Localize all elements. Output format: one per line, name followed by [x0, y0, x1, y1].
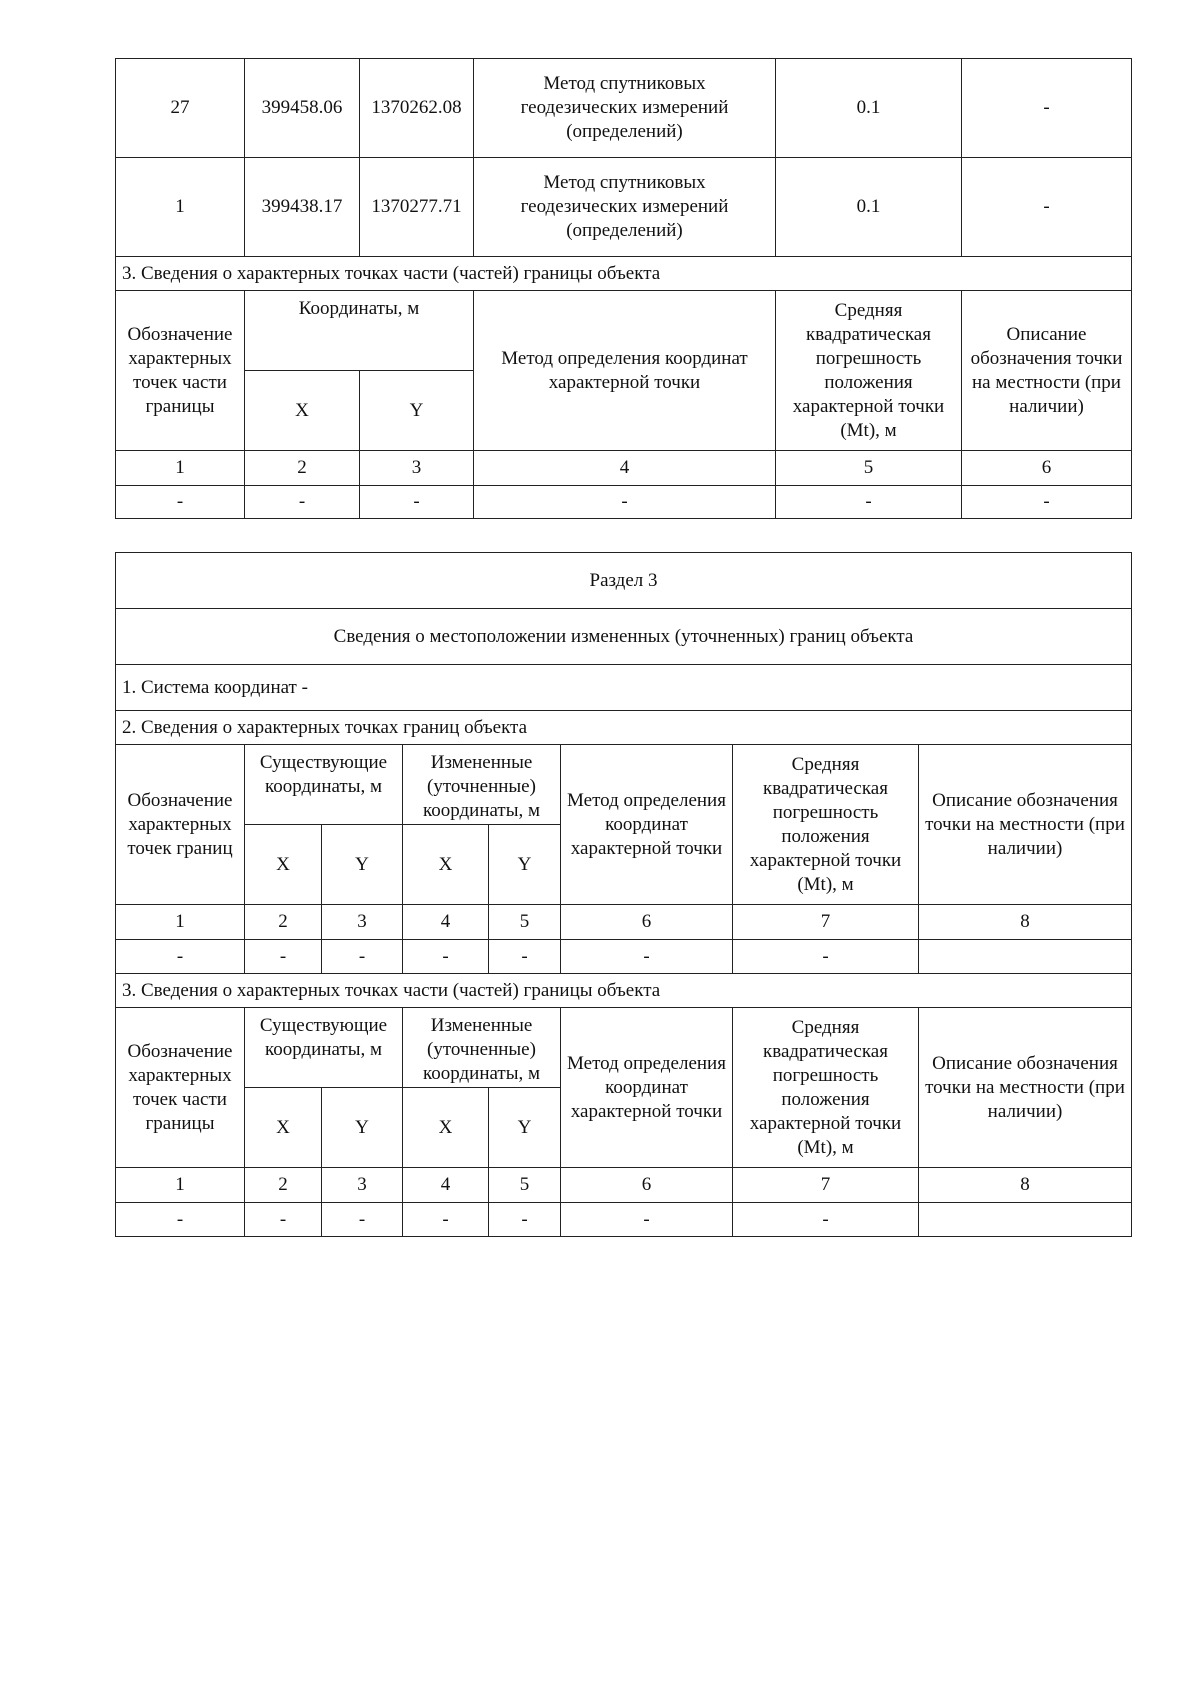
changed-coords-header: Измененные (уточненные) координаты, м [403, 745, 561, 825]
y-header: Y [360, 371, 474, 451]
y-header: Y [489, 1088, 561, 1168]
coord-y: 1370277.71 [360, 158, 474, 257]
method-cell [474, 59, 776, 158]
table-row [116, 940, 1132, 974]
column-number: 3 [360, 451, 474, 486]
designation-header: Обозначение характерных точек границ [116, 745, 245, 905]
table-cell: - [474, 486, 776, 519]
x-header: X [403, 1088, 489, 1168]
method-line: геодезических измерений [520, 196, 729, 217]
table-cell: - [489, 1203, 561, 1237]
point-number: 27 [116, 59, 245, 158]
boundary-points-table [115, 58, 1132, 519]
designation-header: Обозначение характерных точек части границы [116, 1008, 245, 1168]
part3-title: 3. Сведения о характерных точках части (частей) границы объекта [116, 257, 1132, 291]
description-header: Описание обозначения точки на местности (при наличии) [962, 291, 1132, 451]
column-number: 2 [245, 451, 360, 486]
column-numbers-row [116, 905, 1132, 940]
column-number: 4 [474, 451, 776, 486]
description-header: Описание обозначения точки на местности (при наличии) [919, 745, 1132, 905]
point-number: 1 [116, 158, 245, 257]
coord-x: 399438.17 [245, 158, 360, 257]
column-number: 6 [561, 905, 733, 940]
table-cell: - [733, 1203, 919, 1237]
column-number: 5 [489, 1168, 561, 1203]
table-row [116, 158, 1132, 257]
column-number: 2 [245, 905, 322, 940]
method-line: (определений) [566, 121, 683, 142]
y-header: Y [489, 825, 561, 905]
mt-value: 0.1 [776, 59, 962, 158]
column-number: 4 [403, 905, 489, 940]
table-cell: - [322, 1203, 403, 1237]
table-cell: - [116, 486, 245, 519]
mt-value: 0.1 [776, 158, 962, 257]
column-number: 3 [322, 905, 403, 940]
column-numbers-row [116, 1168, 1132, 1203]
column-number: 2 [245, 1168, 322, 1203]
table-cell [919, 1203, 1132, 1237]
part2-title: 2. Сведения о характерных точках границ объекта [116, 711, 1132, 745]
column-number: 6 [962, 451, 1132, 486]
x-header: X [245, 825, 322, 905]
table-cell: - [116, 1203, 245, 1237]
y-header: Y [322, 1088, 403, 1168]
coordinate-system: 1. Система координат - [116, 665, 1132, 711]
column-number: 7 [733, 905, 919, 940]
table-cell: - [116, 940, 245, 974]
column-number: 8 [919, 905, 1132, 940]
method-cell [474, 158, 776, 257]
coord-y: 1370262.08 [360, 59, 474, 158]
table-cell: - [561, 940, 733, 974]
column-number: 8 [919, 1168, 1132, 1203]
method-line: геодезических измерений [520, 97, 729, 118]
mt-header: Средняя квадратическая погрешность положения характерной точки (Mt), м [733, 745, 919, 905]
method-line: Метод спутниковых [543, 172, 706, 193]
x-header: X [245, 1088, 322, 1168]
description-value: - [962, 158, 1132, 257]
column-number: 1 [116, 905, 245, 940]
table-cell: - [403, 940, 489, 974]
table-row [116, 59, 1132, 158]
table-cell: - [322, 940, 403, 974]
table-cell: - [561, 1203, 733, 1237]
method-line: (определений) [566, 220, 683, 241]
designation-header: Обозначение характерных точек части границы [116, 291, 245, 451]
column-number: 5 [489, 905, 561, 940]
column-number: 6 [561, 1168, 733, 1203]
coord-x: 399458.06 [245, 59, 360, 158]
table-cell: - [403, 1203, 489, 1237]
part3-title: 3. Сведения о характерных точках части (частей) границы объекта [116, 974, 1132, 1008]
column-number: 3 [322, 1168, 403, 1203]
x-header: X [245, 371, 360, 451]
table-cell: - [489, 940, 561, 974]
table-row [116, 1203, 1132, 1237]
section-subtitle: Сведения о местоположении измененных (уточненных) границ объекта [116, 609, 1132, 665]
column-number: 4 [403, 1168, 489, 1203]
table-cell: - [360, 486, 474, 519]
existing-coords-header: Существующие координаты, м [245, 745, 403, 825]
table-cell: - [776, 486, 962, 519]
method-header: Метод определения координат характерной точки [561, 745, 733, 905]
section-title: Раздел 3 [116, 553, 1132, 609]
column-number: 1 [116, 1168, 245, 1203]
table-cell: - [962, 486, 1132, 519]
table-cell: - [245, 486, 360, 519]
method-line: Метод спутниковых [543, 73, 706, 94]
column-numbers-row [116, 451, 1132, 486]
table-cell: - [733, 940, 919, 974]
x-header: X [403, 825, 489, 905]
table-cell [919, 940, 1132, 974]
column-number: 1 [116, 451, 245, 486]
column-number: 5 [776, 451, 962, 486]
existing-coords-header: Существующие координаты, м [245, 1008, 403, 1088]
section3-table [115, 552, 1132, 1237]
y-header: Y [322, 825, 403, 905]
table-cell: - [245, 940, 322, 974]
table-row [116, 486, 1132, 519]
mt-header: Средняя квадратическая погрешность положения характерной точки (Mt), м [733, 1008, 919, 1168]
coordinates-header: Координаты, м [245, 291, 474, 371]
method-header: Метод определения координат характерной точки [561, 1008, 733, 1168]
column-number: 7 [733, 1168, 919, 1203]
method-header: Метод определения координат характерной точки [474, 291, 776, 451]
table-cell: - [245, 1203, 322, 1237]
mt-header: Средняя квадратическая погрешность положения характерной точки (Mt), м [776, 291, 962, 451]
description-header: Описание обозначения точки на местности (при наличии) [919, 1008, 1132, 1168]
description-value: - [962, 59, 1132, 158]
changed-coords-header: Измененные (уточненные) координаты, м [403, 1008, 561, 1088]
